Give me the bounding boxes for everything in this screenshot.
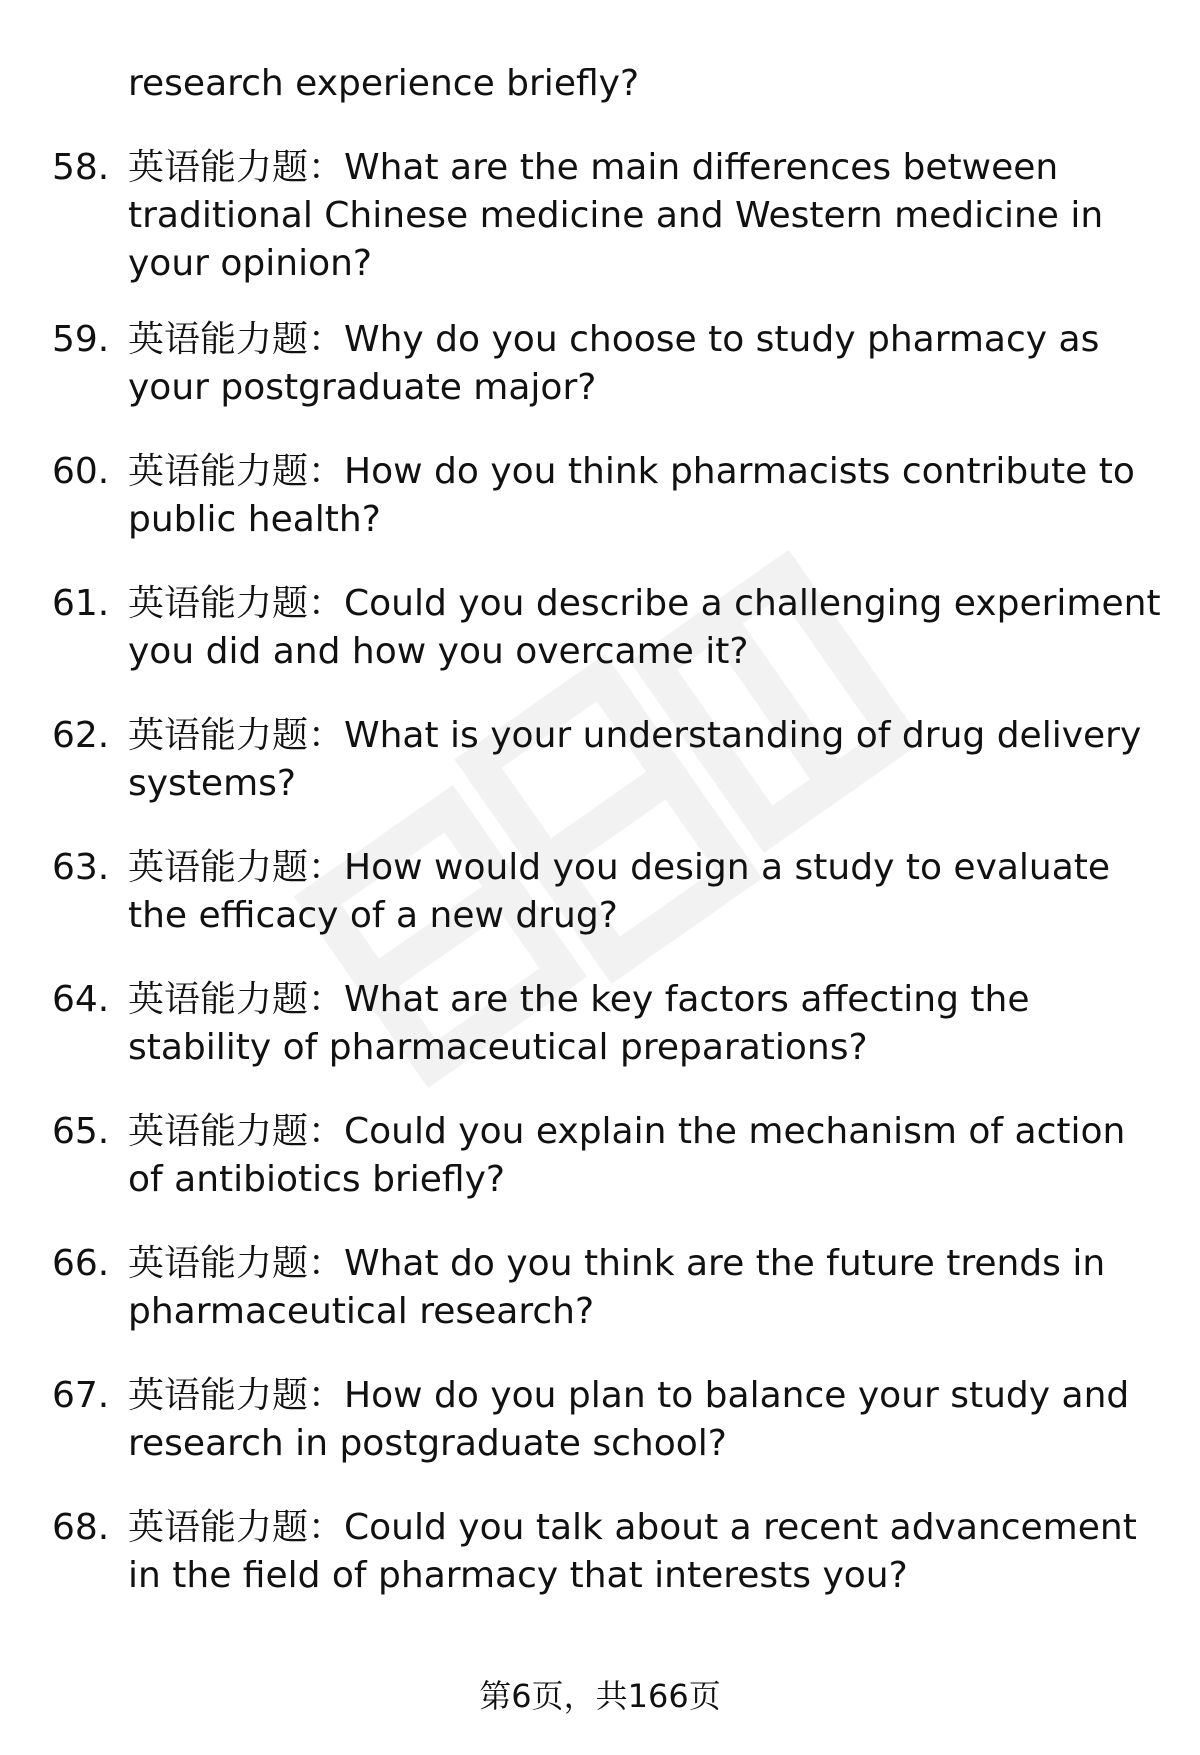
list-item [0, 580, 1200, 676]
question-body: What is your understanding of drug delivery systems? [128, 715, 1142, 804]
question-text [128, 448, 1168, 544]
question-number: 65. [52, 1111, 110, 1152]
question-label: 英语能力题： [128, 1507, 345, 1548]
question-label: 英语能力题： [128, 451, 345, 492]
question-body: How would you design a study to evaluate the efficacy of a new drug? [128, 847, 1111, 936]
question-number: 59. [52, 319, 110, 360]
list-item [0, 976, 1200, 1072]
question-number: 62. [52, 715, 110, 756]
list-item [0, 1504, 1200, 1600]
list-item [0, 448, 1200, 544]
question-body: What do you think are the future trends in pharmaceutical research? [128, 1243, 1106, 1332]
question-text [128, 1108, 1168, 1204]
question-body: How do you plan to balance your study and research in postgraduate school? [128, 1375, 1130, 1464]
question-body: Could you describe a challenging experiment you did and how you overcame it? [128, 583, 1161, 672]
question-number: 61. [52, 583, 110, 624]
question-text [128, 976, 1168, 1072]
question-text [128, 580, 1168, 676]
page-footer: 第6页，共166页 [479, 1677, 721, 1715]
question-body: Why do you choose to study pharmacy as your postgraduate major? [128, 319, 1100, 408]
question-text [128, 712, 1168, 808]
question-text [128, 844, 1168, 940]
list-item [0, 712, 1200, 808]
question-number: 66. [52, 1243, 110, 1284]
continuation-text: research experience briefly? [128, 63, 640, 104]
list-item [0, 844, 1200, 940]
question-text [128, 1240, 1168, 1336]
question-label: 英语能力题： [128, 319, 345, 360]
question-body: What are the key factors affecting the stability of pharmaceutical preparations? [128, 979, 1030, 1068]
question-text [128, 1372, 1168, 1468]
question-number: 58. [52, 147, 110, 188]
question-number: 63. [52, 847, 110, 888]
question-body: Could you explain the mechanism of action of antibiotics briefly? [128, 1111, 1126, 1200]
list-item [0, 1240, 1200, 1336]
question-body: How do you think pharmacists contribute to public health? [128, 451, 1135, 540]
question-label: 英语能力题： [128, 1243, 345, 1284]
question-number: 64. [52, 979, 110, 1020]
question-text [128, 1504, 1168, 1600]
question-label: 英语能力题： [128, 979, 345, 1020]
list-item [0, 144, 1200, 288]
question-label: 英语能力题： [128, 847, 345, 888]
question-body: What are the main differences between traditional Chinese medicine and Western medicine in your opinion? [128, 147, 1104, 284]
question-label: 英语能力题： [128, 1375, 345, 1416]
list-item [0, 316, 1200, 412]
question-number: 67. [52, 1375, 110, 1416]
list-item [0, 1108, 1200, 1204]
question-label: 英语能力题： [128, 1111, 345, 1152]
question-label: 英语能力题： [128, 715, 345, 756]
question-body: Could you talk about a recent advancement in the field of pharmacy that interests you? [128, 1507, 1137, 1596]
question-list [0, 144, 1200, 1600]
question-number: 68. [52, 1507, 110, 1548]
list-item [0, 1372, 1200, 1468]
question-label: 英语能力题： [128, 147, 345, 188]
question-label: 英语能力题： [128, 583, 345, 624]
question-number: 60. [52, 451, 110, 492]
question-text [128, 144, 1168, 288]
question-text [128, 316, 1168, 412]
